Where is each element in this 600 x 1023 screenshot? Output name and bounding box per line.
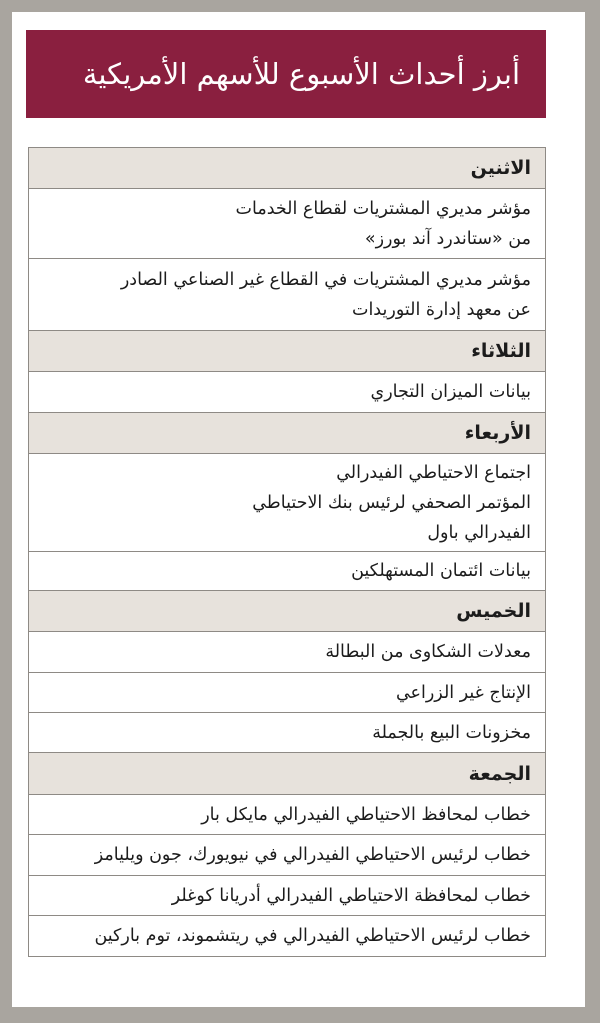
event-text: بيانات الميزان التجاري — [370, 382, 531, 402]
event-text: معدلات الشكاوى من البطالة — [325, 642, 531, 662]
event-text: مؤشر مديري المشتريات في القطاع غير الصناعي الصادر — [120, 269, 531, 290]
page-title: أبرز أحداث الأسبوع للأسهم الأمريكية — [26, 30, 546, 118]
schedule-table — [28, 147, 546, 957]
event-row — [29, 259, 545, 331]
event-text: خطاب لرئيس الاحتياطي الفيدرالي في ريتشموند، توم باركين — [94, 926, 531, 946]
event-row — [29, 713, 545, 753]
day-header: الخميس — [29, 591, 545, 632]
event-text: خطاب لمحافظة الاحتياطي الفيدرالي أدريانا كوغلر — [171, 885, 531, 906]
event-row — [29, 454, 545, 552]
event-row — [29, 632, 545, 673]
event-text: المؤتمر الصحفي لرئيس بنك الاحتياطي — [252, 492, 531, 513]
event-row — [29, 552, 545, 591]
event-row — [29, 189, 545, 259]
day-header: الجمعة — [29, 753, 545, 795]
event-text: عن معهد إدارة التوريدات — [351, 299, 531, 320]
event-row — [29, 876, 545, 916]
event-text: خطاب لرئيس الاحتياطي الفيدرالي في نيويورك، جون ويليامز — [94, 845, 531, 865]
event-text: خطاب لمحافظ الاحتياطي الفيدرالي مايكل بار — [201, 804, 531, 825]
event-row — [29, 835, 545, 876]
day-header: الاثنين — [29, 148, 545, 189]
event-row — [29, 795, 545, 835]
event-row — [29, 916, 545, 956]
day-header: الأربعاء — [29, 413, 545, 454]
event-text: مؤشر مديري المشتريات لقطاع الخدمات — [235, 198, 531, 219]
day-header: الثلاثاء — [29, 331, 545, 372]
event-text: بيانات ائتمان المستهلكين — [351, 561, 531, 581]
event-text: مخزونات البيع بالجملة — [372, 722, 531, 743]
event-text: الفيدرالي باول — [427, 522, 531, 543]
event-text: الإنتاج غير الزراعي — [395, 682, 531, 703]
event-row — [29, 372, 545, 413]
event-row — [29, 673, 545, 713]
event-text: اجتماع الاحتياطي الفيدرالي — [336, 462, 531, 483]
event-text: من «ستاندرد آند بورز» — [364, 228, 531, 249]
